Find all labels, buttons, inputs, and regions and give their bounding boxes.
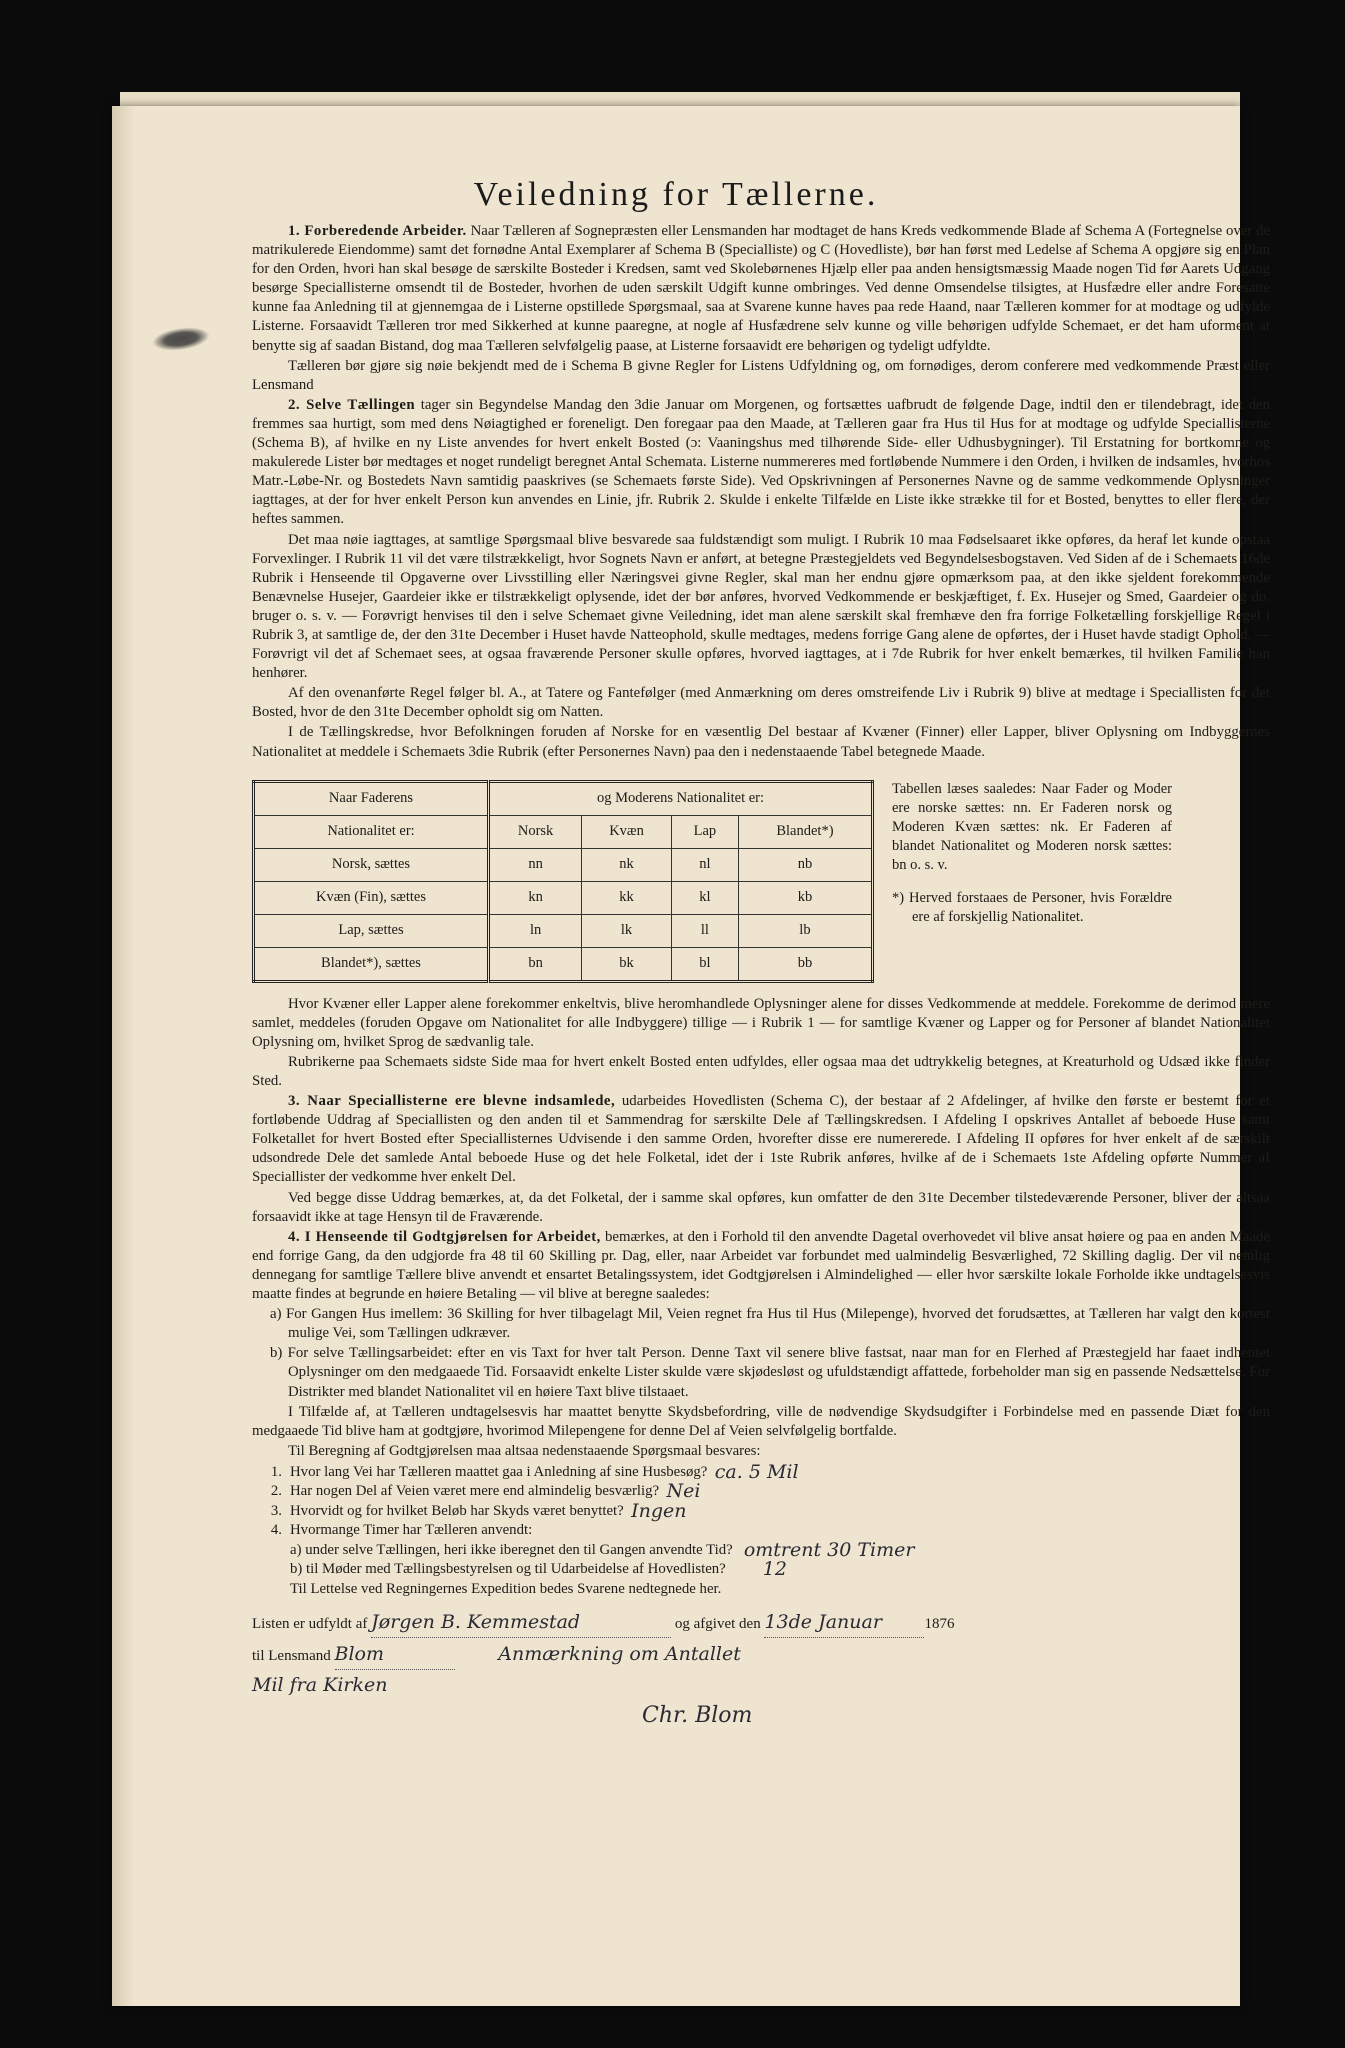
section-3-heading: 3. Naar Speciallisterne ere blevne indsamlede, (288, 1093, 616, 1110)
table-col-header: Norsk (489, 815, 582, 848)
section-4-item-a: a) For Gangen Hus imellem: 36 Skilling for hver tilbagelagt Mil, Veien regnet fra Hus til Hus (Milepenge), hvorved det forudsættes, at Tælleren har valgt den kortest mulige Vei, som Tællingen udkræver. (270, 1306, 1270, 1342)
nationality-table-block (252, 780, 1270, 983)
handwritten-answer[interactable]: Nei (666, 1480, 701, 1503)
lensmand-line: til Lensmand Blom Anmærkning om Antallet (252, 1639, 1270, 1671)
section-4-paragraph-2: I Tilfælde af, at Tælleren undtagelsesvis har maattet benytte Skydsbefordring, ville de nødvendige Skydsudgifter i Forbindelse med en passende Diæt for den medgaaede Tid blive ham at godtgjøre, hvorimod Milepengene for denne Del af Veien selvfølgelig bortfalde. (252, 1403, 1270, 1439)
signature: Chr. Blom (642, 1703, 753, 1729)
paper-shadow (112, 106, 134, 2006)
table-head-father-2: Nationalitet er: (254, 815, 489, 848)
question-item: 2. Har nogen Del af Veien været mere end almindelig besværlig? Nei (270, 1480, 701, 1503)
table-row: Norsk, sættes nn nk nl nb (254, 848, 873, 881)
section-3-paragraph-2: Ved begge disse Uddrag bemærkes, at, da det Folketal, der i samme skal opføres, kun omfatter de den 31te December tilstedeværende Personer, bliver der altsaa forsaavidt ikke at tage Hensyn til de Fraværende. (252, 1189, 1270, 1225)
page-title: Veiledning for Tællerne. (473, 176, 879, 213)
signature-line (252, 1701, 1270, 1733)
table-col-header: Kvæn (582, 815, 672, 848)
question-4b: b) til Møder med Tællingsbestyrelsen og til Udarbeidelse af Hovedlisten? 12 (290, 1558, 787, 1581)
question-item: 3. Hvorvidt og for hvilket Beløb har Skyds været benyttet? Ingen (270, 1499, 687, 1522)
section-2-heading: 2. Selve Tællingen (288, 396, 416, 413)
section-1-paragraph: 1. Forberedende Arbeider. Naar Tælleren af Sognepræsten eller Lensmanden har modtaget de hans Kreds vedkommende Blade af Schema A (Fortegnelse over de matrikulerede Eiendomme) samt det fornødne Antal Exemplarer af Schema B (Specialliste) og C (Hovedliste), bør han først med Ledelse af Schema A opgjøre sig en Plan for den Orden, hvori han skal besøge de særskilte Bosteder i Kredsen, samt ved Skolebørnenes Hjælp eller paa anden hensigtsmæssig Maade nogen Tid før Aarets Udgang besørge Speciallisterne omsendt til de Bosteder, hvorhen de uden særskilt Udgift kunne ombringes. Ved denne Omsendelse tilsigtes, at Husfædre eller andre Foresatte kunne faa Anledning til at gjennemgaa de i Listerne opstillede Spørgsmaal, saa at Svarene kunne haves paa rede Haand, naar Tælleren kommer for at modtage og udfylde Listerne. Forsaavidt Tælleren tror med Sikkerhed at kunne paaregne, at nogle af Husfædrene selv kunne og ville behørigen udfylde Schemaet, er det ham uforment at benytte sig af saadan Bistand, dog maa Tælleren selvfølgelig paase, at Listerne forsaavidt ere behørigen og tydeligt udfyldte. (252, 223, 1271, 354)
section-2-paragraph: 2. Selve Tællingen tager sin Begyndelse Mandag den 3die Januar om Morgenen, og fortsættes uafbrudt de følgende Dage, indtil den er tilendebragt, idet den fremmes saa hurtigt, som med dens Nøiagtighed er foreneligt. Den foregaar paa den Maade, at Tælleren gaar fra Hus til Hus for at modtage og udfylde Speciallisterne (Schema B), af hvilke en ny Liste anvendes for hvert enkelt Bosted (ɔ: Vaaningshus med tilhørende Side- eller Udhusbygninger). Til Erstatning for bortkomne og makulerede Lister bør medtages et noget rundeligt beregnet Antal Schemata. Listerne nummereres med fortløbende Nummere i den Orden, i hvilken de indsamles, hvorhos Matr.-Løbe-Nr. og Bostedets Navn samtidig paaskrives (se Schemaets første Side). Ved Opskrivningen af Personernes Navne og de samme vedkommende Oplysninger iagttages, at der for hver enkelt Person kun anvendes en Linie, jfr. Rubrik 2. Skulde i enkelte Tilfælde en Liste ikke strække til for et Bosted, benyttes to eller flere, der heftes sammen. (252, 396, 1270, 528)
section-4-paragraph: 4. I Henseende til Godtgjørelsen for Arbeidet, bemærkes, at den i Forhold til den anvendte Dagetal overhovedet vil blive ansat høiere og paa en anden Maade end forrige Gang, da den udgjorde fra 48 til 60 Skilling pr. Dag, eller, naar Arbeidet var forbundet med ualmindelig Besværlighed, 72 Skilling daglig. Der vil nemlig dennegang for samtlige Tællere blive anvendt et ensartet Betalingssystem, idet Godtgjørelsen i Almindelighed — eller hvor særskilte lokale Forholde ikke undtagelsesvis maatte findes at begrunde en høiere Betaling — vil blive at beregne saaledes: (252, 1228, 1271, 1303)
question-item: 4. Hvormange Timer har Tælleren anvendt: (270, 1522, 533, 1539)
table-row: Kvæn (Fin), sættes kn kk kl kb (254, 881, 873, 914)
questions-list (252, 1460, 1270, 1600)
filled-by-name[interactable]: Jørgen B. Kemmestad (371, 1607, 671, 1638)
section-2-paragraph-2: Det maa nøie iagttages, at samtlige Spørgsmaal blive besvarede saa fuldstændigt som muligt. I Rubrik 10 maa Fødselsaaret ikke opføres, da heraf let kunde opstaa Forvexlinger. I Rubrik 11 vil det være tilstrækkeligt, hvor Sognets Navn er anført, at betegne Præstegjeldets ved Begyndelsesbogstaven. Ved Siden af de i Schemaets 16de Rubrik i Henseende til Opgaverne over Livsstilling eller Næringsvei givne Regler, skal man her endnu gjøre opmærksom paa, at den ikke sjeldent forekommende Benævnelse Husejer, Gaardeier ikke er tilstrækkeligt oplysende, idet der bør anføres, hvorved Vedkommende er beskjæftiget, f. Ex. Husejer og Smed, Gaardeier og do. bruger o. s. v. — Forøvrigt henvises til den i selve Schemaet givne Veiledning, idet man alene særskilt skal fremhæve den fra forrige Folketælling forskjellige Regel i Rubrik 3, at samtlige de, der den 31te December i Huset havde Natteophold, skulle medtages, medens forrige Gang alene de opførtes, der i Huset havde stadigt Ophold. — Forøvrigt vil det af Schemaet sees, at ogsaa fraværende Personer skulle opføres, hvorved iagttages, at i 7de Rubrik for hver enkelt bemærkes, til hvilken Familie han henhører. (252, 531, 1270, 682)
date-field[interactable]: 13de Januar (764, 1607, 924, 1638)
section-4-paragraph-3: Til Beregning af Godtgjørelsen maa altsaa nedenstaaende Spørgsmaal besvares: (288, 1442, 761, 1459)
handwritten-remark-2: Mil fra Kirken (252, 1674, 388, 1697)
note-line: Til Lettelse ved Regningernes Expedition bedes Svarene nedtegnede her. (290, 1580, 722, 1597)
section-1-paragraph-2: Tælleren bør gjøre sig nøie bekjendt med de i Schema B givne Regler for Listens Udfyldning og, om fornødiges, derom conferere med vedkommende Præst eller Lensmand (252, 357, 1270, 393)
handwritten-answer[interactable]: 12 (762, 1558, 787, 1581)
section-4-heading: 4. I Henseende til Godtgjørelsen for Arbeidet, (288, 1228, 601, 1245)
section-3-paragraph: 3. Naar Speciallisterne ere blevne indsamlede, udarbeides Hovedlisten (Schema C), der bestaar af 2 Afdelinger, af hvilke den første er bestemt for et fortløbende Uddrag af Speciallisten og den anden til et Sammendrag for særskilte Dele af Tællingskredsen. I Afdeling I opskrives Antallet af beboede Huse samt Folketallet for hvert Bosted efter Speciallisternes Udvisende i den samme Orden, hvorefter disse ere numererede. I Afdeling II opføres for hver enkelt af de særskilt udsondrede Dele det samlede Antal beboede Huse og det hele Folketal, idet der i 1ste Rubrik anføres, hvilke af de i Schemaets 1ste Afdeling opførte Nummer af Speciallister der vedkomme hver enkelt Del. (252, 1093, 1270, 1186)
table-footnote: *) Herved forstaaes de Personer, hvis Forældre ere af forskjellig Nationalitet. (892, 889, 1172, 925)
table-row: Blandet*), sættes bn bk bl bb (254, 947, 873, 981)
section-4-item-b: b) For selve Tællingsarbeidet: efter en vis Taxt for hver talt Person. Denne Taxt vil senere blive fastsat, naar man for en Flerhed af Præstegjeld har faaet indhentet Oplysninger om den medgaaede Tid. Forsaavidt enkelte Lister skulde være skjødesløst og ufuldstændigt affattede, forbeholder man sig en passende Nedsættelse. For Distrikter med blandet Nationalitet vil en høiere Taxt blive tilstaaet. (270, 1345, 1270, 1400)
filled-by-line: Listen er udfyldt af Jørgen B. Kemmestad og afgivet den 13de Januar 1876 (252, 1607, 1270, 1639)
handwritten-answer[interactable]: omtrent 30 Timer (743, 1538, 915, 1561)
section-2-paragraph-3: Af den ovenanførte Regel følger bl. A., at Tatere og Fantefølger (med Anmærkning om deres omstreifende Liv i Rubrik 9) blive at medtage i Speciallisten for det Bosted, hvor de den 31te December opholdt sig om Natten. (252, 685, 1270, 721)
table-reading-note: Tabellen læses saaledes: Naar Fader og Moder ere norske sættes: nn. Er Faderen norsk og Moderen Kvæn sættes: nk. Er Faderen af blandet Nationalitet og Moderen norsk sættes: bn o. s. v. (892, 780, 1172, 873)
table-head-father: Naar Faderens (254, 781, 489, 815)
remark-line (252, 1671, 1270, 1701)
census-instruction-sheet (112, 106, 1271, 2006)
ink-stain (151, 324, 211, 354)
question-item: 1. Hvor lang Vei har Tælleren maattet gaa i Anledning af sine Husbesøg? ca. 5 Mil (270, 1460, 799, 1483)
table-col-header: Lap (671, 815, 738, 848)
section-1-heading: 1. Forberedende Arbeider. (288, 223, 467, 239)
nationality-table (252, 780, 874, 983)
section-2b-paragraph: Hvor Kvæner eller Lapper alene forekommer enkeltvis, blive heromhandlede Oplysninger alene for disses Vedkommende at meddele. Forekomme de derimod mere samlet, meddeles (foruden Opgave om Nationalitet for alle Indbyggere) tillige — i Rubrik 1 — for samtlige Kvæner og Lapper og for Personer af blandet Nationalitet Oplysning om, hvilket Sprog de sædvanlig tale. (252, 995, 1270, 1050)
handwritten-remark: Anmærkning om Antallet (498, 1643, 741, 1666)
table-col-header: Blandet*) (738, 815, 872, 848)
section-2b-paragraph-2: Rubrikerne paa Schemaets sidste Side maa for hvert enkelt Bosted enten udfyldes, eller ogsaa maa det udtrykkelig betegnes, at Kreaturhold og Udsæd ikke finder Sted. (252, 1053, 1270, 1089)
handwritten-answer[interactable]: Ingen (631, 1499, 687, 1522)
question-4a: a) under selve Tællingen, heri ikke iberegnet den til Gangen anvendte Tid? omtrent 30 Timer (290, 1538, 915, 1561)
instructions-body (252, 222, 1270, 1733)
section-2-paragraph-4: I de Tællingskredse, hvor Befolkningen foruden af Norske for en væsentlig Del bestaar af Kvæner (Finner) eller Lapper, bliver Oplysning om Indbyggernes Nationalitet at meddele i Schemaets 3die Rubrik (efter Personernes Navn) paa den i nedenstaaende Tabel betegnede Maade. (252, 724, 1270, 760)
signature-block (252, 1607, 1270, 1733)
table-explanation (892, 780, 1172, 927)
table-row: Lap, sættes ln lk ll lb (254, 914, 873, 947)
table-head-mother: og Moderens Nationalitet er: (489, 781, 873, 815)
lensmand-name[interactable]: Blom (335, 1639, 455, 1670)
handwritten-answer[interactable]: ca. 5 Mil (714, 1460, 799, 1483)
